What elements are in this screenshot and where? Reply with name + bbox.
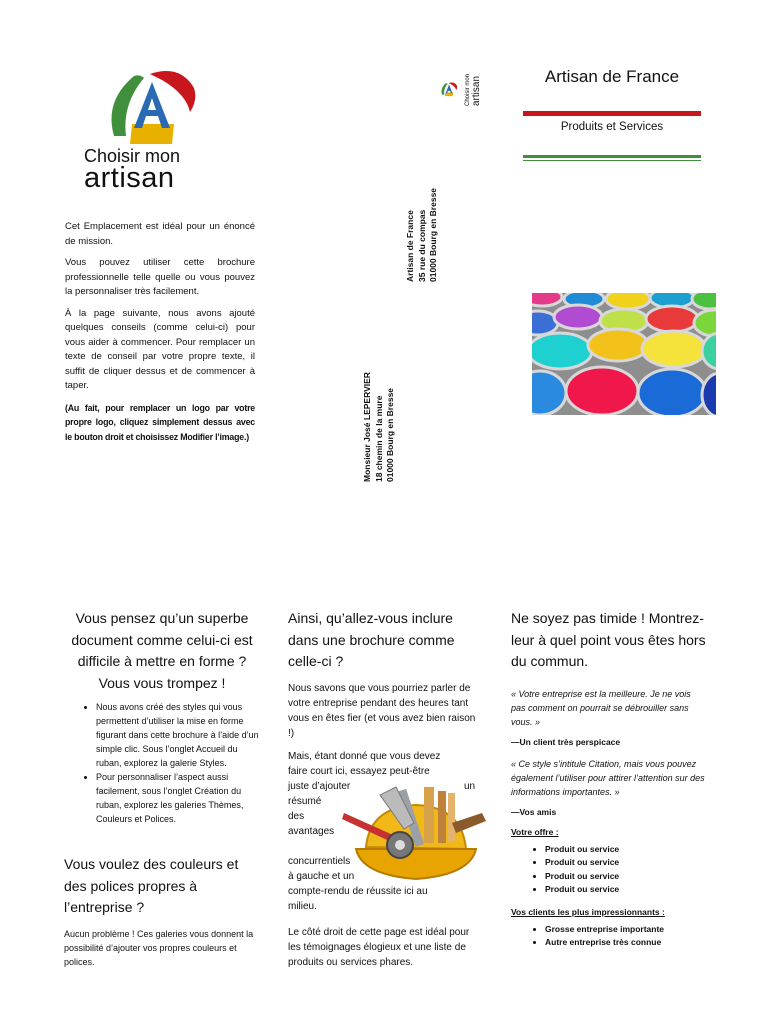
col2-line-4: résumé [288,795,322,807]
logo-note: (Au fait, pour remplacer un logo par votre propre logo, cliquez simplement dessus avec le bouton droit et choisissez Modifier l’image.) [65,402,255,442]
col2-paragraph-1: Nous savons que vous pourriez parler de votre entreprise pendant des heures tant vous en êtes fier (et vous avez bien raison !) [288,682,476,739]
logo-mark-icon [82,66,232,146]
offer-item-3: • Produit ou service [545,870,707,884]
col2-paragraph-2 [288,749,484,921]
paint-cans-image [532,293,716,415]
offer-list [511,843,707,897]
column-2 [288,608,484,970]
col2-line-8: à gauche et un [288,870,355,882]
col2-line-9: compte-rendu de réussite ici au [288,885,428,897]
col2-line-7: concurrentiels [288,855,351,867]
col1-bullets [64,700,260,826]
quote-2: « Ce style s’intitule Citation, mais vous pouvez également l’utiliser pour attirer l’attention sur des informations importantes. » [511,758,705,797]
cover-subtitle: Produits et Services [560,121,664,133]
red-rule [523,111,701,116]
col2-line-2: faire court ici, essayez peut-être [288,765,430,777]
small-logo-text [465,74,482,106]
col1-heading: Vous pensez qu’un superbe document comme celui-ci est difficile à mettre en forme ? [71,610,253,669]
col2-line-6: avantages [288,825,335,837]
offer-item-4: • Produit ou service [545,883,707,897]
green-rule-thin [523,160,701,162]
col3-heading: Ne soyez pas timide ! Montrez-leur à quel point vous êtes hors du commun. [511,610,706,669]
mission-text [65,220,255,451]
col2-heading: Ainsi, qu’allez-vous inclure dans une brochure comme celle-ci ? [288,610,455,669]
col1-paragraph: Aucun problème ! Ces galeries vous donnent la possibilité d’ajouter vos propres couleurs et polices. [64,928,254,967]
col1-bullet-2: • Pour personnaliser l’aspect aussi facilement, sous l’onglet Création du ruban, explorez les galeries Thèmes, Couleurs et Polices. [96,770,260,826]
small-logo-line1: Choisir mon [465,73,471,106]
client-item-2: • Autre entreprise très connue [545,936,707,950]
col2-line-10: milieu. [288,900,317,912]
quote-2-signature: —Vos amis [511,806,557,817]
clients-title: Vos clients les plus impressionnants : [511,906,665,917]
offer-item-2: • Produit ou service [545,856,707,870]
sender-line-1: Artisan de France [405,210,415,282]
offer-title: Votre offre : [511,826,559,837]
small-logo [436,66,480,108]
logo[interactable] [82,66,232,196]
green-rule [523,155,701,158]
col2-line-3b: un [464,780,476,792]
sender-address [405,188,440,282]
clients-list [511,923,707,950]
col2-paragraph-3: Le côté droit de cette page est idéal pour les témoignages élogieux et une liste de produits ou services phares. [288,926,470,968]
small-logo-line2: artisan [471,75,482,106]
col1-bullet-1: • Nous avons créé des styles qui vous permettent d’utiliser la mise en forme figurant dans cette brochure à l’aide d’un simple clic. Sous l’onglet Accueil du ruban, explorez la galerie Styles. [96,700,260,770]
cover-title: Artisan de France [544,67,680,86]
recipient-line-3: 01000 Bourg en Bresse [385,387,395,482]
offer-item-1: • Produit ou service [545,843,707,857]
logo-line1: Choisir mon [84,146,181,166]
recipient-line-2: 18 chemin de la mure [373,395,384,482]
col1-heading2: Vous vous trompez ! [98,674,226,691]
column-3 [511,608,707,950]
recipient-address [362,372,397,482]
column-1 [64,608,260,969]
quote-1-signature: —Un client très perspicace [511,736,621,747]
small-logo-mark-icon [436,76,464,102]
quote-1: « Votre entreprise est la meilleure. Je ne vois pas comment on pourrait se débrouiller sans vous. » [511,688,691,727]
col2-line-5: des [288,810,305,822]
mission-paragraph-3: À la page suivante, nous avons ajouté quelques conseils (comme celui-ci) pour vous aider à commencer. Pour remplacer un texte de conseil par votre propre texte, il suffit de cliquer dessus et de commencer à taper. [65,307,255,391]
paint-cans-icon [532,293,716,415]
client-item-1: • Grosse entreprise importante [545,923,707,937]
logo-line2: artisan [84,162,175,194]
mission-paragraph-1: Cet Emplacement est idéal pour un énoncé de mission. [65,221,255,247]
col2-line-3: juste d’ajouter [288,780,351,792]
col1-heading3: Vous voulez des couleurs et des polices propres à l’entreprise ? [64,856,239,915]
tools-helmet-icon [340,783,490,901]
sender-line-2: 35 rue du compas [416,209,427,282]
mission-paragraph-2: Vous pouvez utiliser cette brochure professionnelle telle quelle ou vous pouvez la personnaliser très facilement. [65,257,255,297]
sender-line-3: 01000 Bourg en Bresse [428,187,438,282]
col2-line-1: Mais, étant donné que vous devez [288,750,441,762]
recipient-line-1: Monsieur José LEPERVIER [362,372,372,482]
